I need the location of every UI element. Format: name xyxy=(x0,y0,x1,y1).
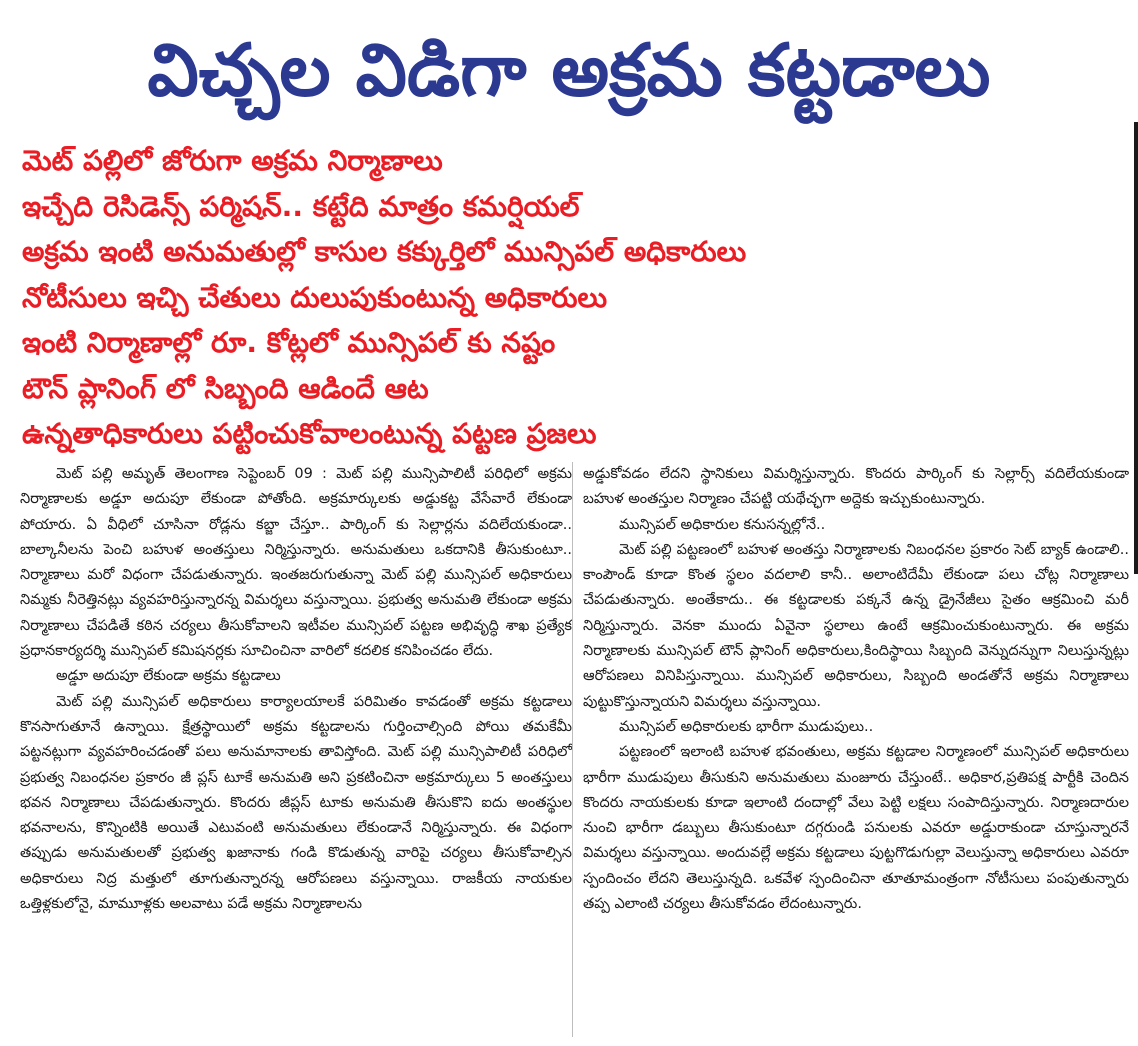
page-edge-bar xyxy=(1134,122,1138,574)
left-column xyxy=(20,462,572,917)
subheadline: మెట్ పల్లిలో జోరుగా అక్రమ నిర్మాణాలు xyxy=(22,144,443,177)
column-divider xyxy=(572,462,573,1037)
subheadline: ఇంటి నిర్మాణాల్లో రూ. కోట్లలో మున్సిపల్ కు నష్టం xyxy=(22,326,556,359)
subheadline: ఉన్నతాధికారులు పట్టించుకోవాలంటున్న పట్టణ ప్రజలు xyxy=(22,417,597,450)
paragraph: మెట్ పల్లి మున్సిపల్ అధికారులు కార్యాలయాలకే పరిమితం కావడంతో అక్రమ కట్టడాలు కొనసాగుతూనే ఉన్నాయి. క్షేత్రస్థాయిలో అక్రమ కట్టడాలను గుర్తించాల్సింది పోయి తమకేమీ పట్టనట్లుగా వ్యవహరించడంతో పలు అనుమానాలకు తావిస్తోంది. మెట్ పల్లి మున్సిపాలిటీ పరిధిలో ప్రభుత్వ నిబంధనల ప్రకారం జీ ప్లస్ టూకే అనుమతి అని ప్రకటించినా అక్రమార్కులు 5 అంతస్తులు భవన నిర్మాణాలు చేపడుతున్నారు. కొందరు జీప్లస్ టూకు అనుమతి తీసుకొని ఐదు అంతస్థుల భవనాలను, కొన్నింటికి అయితే ఎటువంటి అనుమతులు లేకుండానే నిర్మిస్తున్నారు. ఈ విధంగా తప్పుడు అనుమతులతో ప్రభుత్వ ఖజానాకు గండి కొడుతున్న వారిపై చర్యలు తీసుకోవాల్సిన అధికారులు నిద్ర మత్తులో తూగుతున్నారన్న ఆరోపణలు వస్తున్నాయి. రాజకీయ నాయకుల ఒత్తిళ్లకులోనై, మామూళ్లకు అలవాటు పడే అక్రమ నిర్మాణాలను xyxy=(20,693,572,913)
section-subheading: అడ్డూ అదుపూ లేకుండా అక్రమ కట్టడాలు xyxy=(56,668,281,685)
subheadline: అక్రమ ఇంటి అనుమతుల్లో కాసుల కక్కుర్తిలో మున్సిపల్ అధికారులు xyxy=(22,235,747,268)
paragraph: మెట్ పల్లి అమృత్ తెలంగాణ సెప్టెంబర్ 09 : మెట్ పల్లి మున్సిపాలిటీ పరిధిలో అక్రమ నిర్మాణాలకు అడ్డూ అదుపూ లేకుండా పోతోంది. అక్రమార్కులకు అడ్డుకట్ట వేసేవారే లేకుండా పోయారు. ఏ వీధిలో చూసినా రోడ్లను కబ్జా చేస్తూ.. పార్కింగ్ కు సెల్లార్లను వదిలేయకుండా.. బాల్కానీలను పెంచి బహుళ అంతస్తులు నిర్మిస్తున్నారు. అనుమతులు ఒకదానికి తీసుకుంటూ.. నిర్మాణాలు మరో విధంగా చేపడుతున్నారు. ఇంతజరుగుతున్నా మెట్ పల్లి మున్సిపల్ అధికారులు నిమ్మకు నీరెత్తినట్లు వ్యవహరిస్తున్నారన్న విమర్శలు వస్తున్నాయి. ప్రభుత్వ అనుమతి లేకుండా అక్రమ నిర్మాణాలు చేపడితే కఠిన చర్యలు తీసుకోవాలని ఇటీవల మున్సిపల్ పట్టణ అభివృద్ధి శాఖ ప్రత్యేక ప్రధానకార్యదర్శి మున్సిపల్ కమిషనర్లకు సూచించినా వారిలో కదలిక కనిపించడం లేదు. xyxy=(20,466,572,660)
subheadline: ఇచ్చేది రెసిడెన్స్ పర్మిషన్.. కట్టేది మాత్రం కమర్షియల్ xyxy=(22,189,580,223)
section-subheading: మున్సిపల్ అధికారులకు భారీగా ముడుపులు.. xyxy=(619,718,874,735)
headline: విచ్చల విడిగా అక్రమ కట్టడాలు xyxy=(147,28,991,112)
paragraph: పట్టణంలో ఇలాంటి బహుళ భవంతులు, అక్రమ కట్టడాల నిర్మాణంలో మున్సిపల్ అధికారులు భారీగా ముడుపులు తీసుకుని అనుమతులు మంజూరు చేస్తుంటే.. అధికార,ప్రతిపక్ష పార్టీకి చెందిన కొందరు నాయకులకు కూడా ఇలాంటి దందాల్లో వేలు పెట్టి లక్షలు సంపాదిస్తున్నారు. నిర్మాణదారుల నుంచి భారీగా డబ్బులు తీసుకుంటూ దగ్గరుండి పనులకు ఎవరూ అడ్డురాకుండా చూస్తున్నారనే విమర్శలు వస్తున్నాయి. అందువల్లే అక్రమ కట్టడాలు పుట్టగొడుగుల్లా వెలుస్తున్నా అధికారులు ఎవరూ స్పందించం లేదని తెలుస్తున్నది. ఒకవేళ స్పందించినా తూతూమంత్రంగా నోటీసులు పంపుతున్నారు తప్ప ఎలాంటి చర్యలు తీసుకోవడం లేదంటున్నారు. xyxy=(583,744,1129,913)
paragraph: మెట్ పల్లి పట్టణంలో బహుళ అంతస్తు నిర్మాణాలకు నిబంధనల ప్రకారం సెట్ బ్యాక్ ఉండాలి.. కాంపౌండ్ కూడా కొంత స్థలం వదలాలి కానీ.. అలాంటిదేమీ లేకుండా పలు చోట్ల నిర్మాణాలు చేపడుతున్నారు. అంతేకాదు.. ఈ కట్టడాలకు పక్కనే ఉన్న డ్రైనేజీలు సైతం ఆక్రమించి మరీ నిర్మిస్తున్నారు. వెనకా ముందు ఏవైనా స్థలాలు ఉంటే ఆక్రమించుకుంటున్నారు. ఈ అక్రమ నిర్మాణాలకు మున్సిపల్ టౌన్ ప్లానింగ్ అధికారులు,కిందిస్థాయి సిబ్బంది వెన్నుదన్నుగా నిలుస్తున్నట్లు ఆరోపణలు వినిపిస్తున్నాయి. మున్సిపల్ అధికారులు, సిబ్బంది అండతోనే అక్రమ నిర్మాణాలు పుట్టుకొస్తున్నాయని విమర్శలు వస్తున్నాయి. xyxy=(583,541,1129,710)
subheadline: టౌన్ ప్లానింగ్ లో సిబ్బంది ఆడిందే ఆట xyxy=(22,371,429,405)
subheadline: నోటీసులు ఇచ్చి చేతులు దులుపుకుంటున్న అధికారులు xyxy=(22,280,608,314)
right-column xyxy=(583,462,1129,917)
article-body xyxy=(0,462,1138,1046)
subheadlines xyxy=(22,138,1112,457)
section-subheading: మున్సిపల్ అధికారుల కనుసన్నల్లోనే.. xyxy=(619,516,826,533)
paragraph: అడ్డుకోవడం లేదని స్థానికులు విమర్శిస్తున్నారు. కొందరు పార్కింగ్ కు సెల్లార్స్ వదిలేయకుండా బహుళ అంతస్తుల నిర్మాణం చేపట్టి యథేచ్ఛగా అద్దెకు ఇచ్చుకుంటున్నారు. xyxy=(583,466,1129,508)
